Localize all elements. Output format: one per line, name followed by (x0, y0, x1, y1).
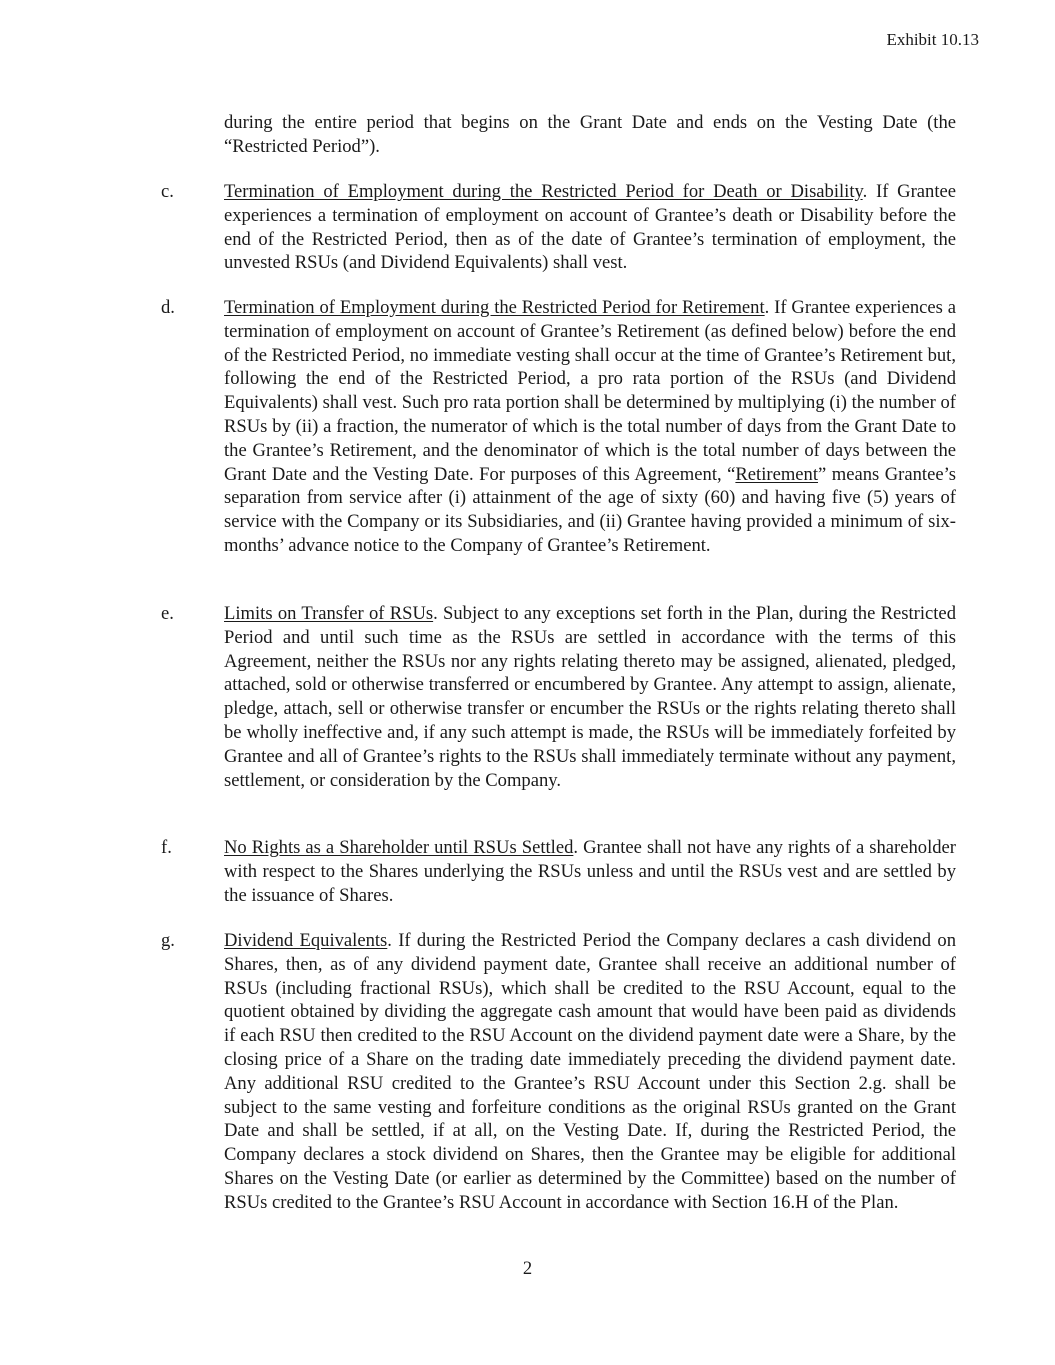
section-g-body: . If during the Restricted Period the Company declares a cash dividend on Shares, then, as of any dividend payment date, Grantee shall receive an additional number of RSUs (including fractional RSUs), which shall be credited to the RSU Account, equal to the quotient obtained by dividing the aggregate cash amount that would have been paid as dividends if each RSU then credited to the RSU Account on the dividend payment date were a Share, by the closing price of a Share on the trading date immediately preceding the dividend payment date. Any additional RSU credited to the Grantee’s RSU Account under this Section 2.g. shall be subject to the same vesting and forfeiture conditions as the original RSUs granted on the Grant Date and shall be settled, if at all, on the Vesting Date. If, during the Restricted Period, the Company declares a stock dividend on Shares, then the Grantee may be eligible for additional Shares on the Vesting Date (or earlier as determined by the Committee) based on the number of RSUs credited to the Grantee’s RSU Account in accordance with Section 16.H of the Plan. (224, 930, 956, 1213)
continuation-paragraph: during the entire period that begins on the Grant Date and ends on the Vesting Date (the “Restricted Period”). (224, 112, 956, 157)
section-letter: e. (161, 603, 174, 624)
section-g-paragraph (224, 929, 956, 1215)
retirement-defined-term: Retirement (735, 463, 819, 485)
section-d-paragraph (224, 296, 956, 558)
section-c-body: . If Grantee experiences a termination of employment on account of Grantee’s death or Disability before the end of the Restricted Period, then as of the date of Grantee’s termination of employment, the unvested RSUs (and Dividend Equivalents) shall vest. (224, 181, 956, 274)
section-letter: d. (161, 297, 175, 318)
section-c-heading: Termination of Employment during the Restricted Period for Death or Disability (224, 181, 863, 202)
section-d-body-1: . If Grantee experiences a termination of employment on account of Grantee’s Retirement (as defined below) before the end of the Restricted Period, no immediate vesting shall occur at the time of Grantee’s Retirement but, following the end of the Restricted Period, a pro rata portion of the RSUs (and Dividend Equivalents) shall vest. Such pro rata portion shall be determined by multiplying (i) the number of RSUs by (ii) a fraction, the numerator of which is the total number of days from the Grant Date to the Grantee’s Retirement, and the denominator of which is the total number of days between the Grant Date and the Vesting Date. For purposes of this Agreement, “ (224, 297, 956, 485)
exhibit-label: Exhibit 10.13 (886, 30, 979, 49)
section-d-heading: Termination of Employment during the Restricted Period for Retirement (224, 297, 765, 318)
section-f-body: . Grantee shall not have any rights of a shareholder with respect to the Shares underlying the RSUs unless and until the RSUs vest and are settled by the issuance of Shares. (224, 837, 956, 906)
section-f-heading: No Rights as a Shareholder until RSUs Settled (224, 837, 574, 858)
section-e-paragraph (224, 602, 956, 792)
section-g-heading: Dividend Equivalents (224, 930, 388, 951)
section-f-paragraph (224, 836, 956, 907)
section-d-body-2: ” means Grantee’s separation from service after (i) attainment of the age of sixty (60) and having five (5) years of service with the Company or its Subsidiaries, and (ii) Grantee having provided a minimum of six-months’ advance notice to the Company of Grantee’s Retirement. (224, 463, 956, 556)
section-c-paragraph (224, 180, 956, 275)
section-letter: f. (161, 837, 172, 858)
section-e-heading: Limits on Transfer of RSUs (224, 603, 434, 624)
section-letter: g. (161, 930, 175, 951)
section-e-body: . Subject to any exceptions set forth in the Plan, during the Restricted Period and until such time as the RSUs are settled in accordance with the terms of this Agreement, neither the RSUs nor any rights relating thereto may be assigned, alienated, pledged, attached, sold or otherwise transferred or encumbered by Grantee. Any attempt to assign, alienate, pledge, attach, sell or otherwise transfer or encumber the RSUs or the rights relating thereto shall be wholly ineffective and, if any such attempt is made, the RSUs will be immediately forfeited by Grantee and all of Grantee’s rights to the RSUs shall immediately terminate without any payment, settlement, or consideration by the Company. (224, 603, 956, 791)
page-number: 2 (522, 1258, 533, 1279)
section-letter: c. (161, 181, 174, 202)
